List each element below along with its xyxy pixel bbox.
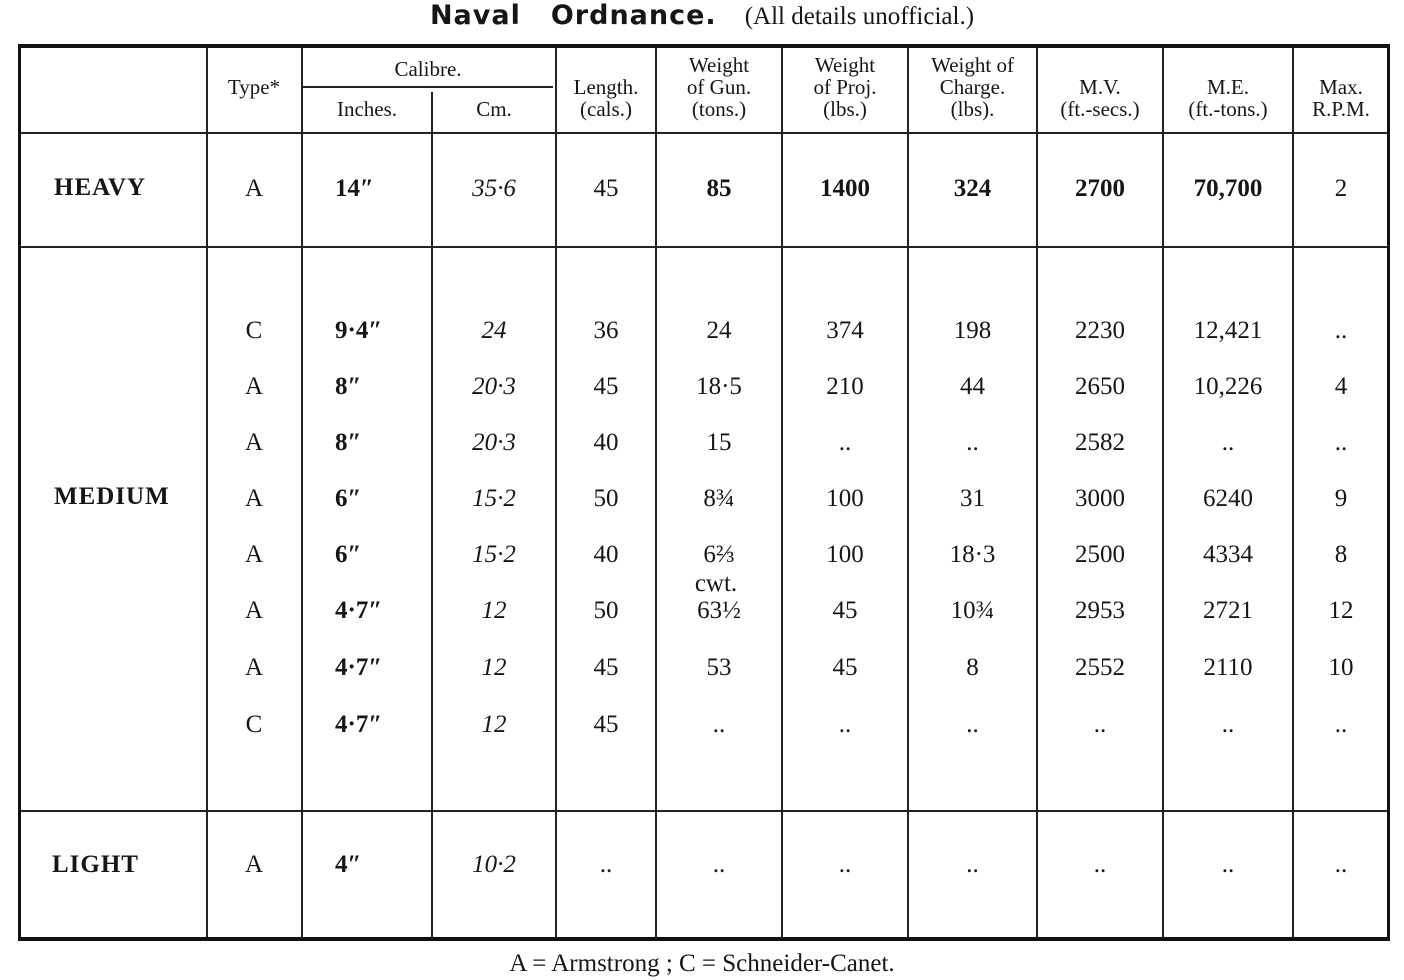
cell-charge: 324 [953,175,992,202]
cell-cm: 10·2 [472,851,516,878]
cell-cm: 12 [481,654,507,681]
cell-me: 2721 [1203,597,1253,624]
cell-mv: 3000 [1075,485,1125,512]
cell-charge: .. [966,429,979,456]
cell-type: A [244,373,264,400]
header-type: Type* [227,75,281,99]
cell-gun: 6⅔ [703,541,735,568]
cell-length: 50 [593,485,619,512]
section-rule-medium [21,810,1387,812]
column-rule [301,48,303,937]
header-weight-charge: Weight of Charge. (lbs). [931,53,1014,121]
header-length: Length. (cals.) [573,75,639,121]
header-cm: Cm. [476,97,512,121]
cell-gun: 15 [706,429,732,456]
cell-rpm: 10 [1328,654,1354,681]
cell-rpm: .. [1334,851,1348,878]
cell-charge: .. [966,851,979,878]
category-light: LIGHT [52,851,139,878]
cell-rpm: 2 [1334,175,1348,202]
header-rule [21,132,1387,134]
cell-inches: 14″ [335,175,374,202]
cell-me: .. [1221,429,1235,456]
cell-gun: .. [712,851,726,878]
cell-mv: 2500 [1075,541,1125,568]
cell-charge: 18·3 [949,541,996,568]
cell-cm: 15·2 [472,541,516,568]
cell-proj: 45 [832,597,858,624]
cell-mv: .. [1093,711,1107,738]
header-inches: Inches. [336,97,398,121]
header-me: M.E. (ft.-tons.) [1188,75,1268,121]
cell-mv: 2230 [1075,317,1125,344]
title-word-ordnance: Ordnance. [550,0,717,31]
category-medium: MEDIUM [54,483,170,510]
cell-charge: 10¾ [950,597,995,624]
cell-length: .. [599,851,613,878]
cell-length: 36 [593,317,619,344]
cell-proj: 210 [826,373,864,400]
cell-type: C [245,317,263,344]
cell-cm: 20·3 [472,429,516,456]
cell-me: 4334 [1203,541,1253,568]
cell-type: A [244,851,264,878]
cell-inches: 4·7″ [335,711,383,738]
title-note: (All details unofficial.) [744,3,975,30]
cell-length: 50 [593,597,619,624]
cell-gun: 53 [706,654,732,681]
cell-inches: 4″ [335,851,362,878]
cell-length: 45 [593,711,619,738]
cell-proj: 374 [826,317,864,344]
cell-inches: 8″ [335,429,362,456]
header-calibre: Calibre. [394,57,462,81]
cell-cm: 20·3 [472,373,516,400]
cell-gun: 63½ [697,597,741,624]
section-rule-heavy [21,246,1387,248]
cell-proj: 45 [832,654,858,681]
cell-cm: 12 [481,597,507,624]
footer-legend: A = Armstrong ; C = Schneider-Canet. [509,950,895,977]
calibre-underline [303,86,553,88]
cell-length: 45 [593,654,619,681]
cell-inches: 8″ [335,373,362,400]
cell-inches: 4·7″ [335,597,383,624]
cell-charge: .. [966,711,979,738]
cell-rpm: .. [1334,317,1348,344]
cell-charge: 198 [953,317,992,344]
cell-mv: 2953 [1075,597,1125,624]
cell-proj: 1400 [820,175,870,202]
cell-length: 40 [593,429,619,456]
cell-length: 45 [593,373,619,400]
cell-me: 2110 [1203,654,1253,681]
cell-gun-unit: cwt. [694,570,738,597]
cell-gun: 8¾ [703,485,735,512]
cell-type: A [244,429,264,456]
cell-proj: .. [838,711,852,738]
cell-type: A [244,541,264,568]
cell-type: A [244,597,264,624]
cell-proj: 100 [826,485,864,512]
cell-inches: 4·7″ [335,654,383,681]
cell-cm: 15·2 [472,485,516,512]
cell-rpm: 4 [1334,373,1348,400]
cell-type: C [245,711,263,738]
cell-mv: .. [1093,851,1107,878]
cell-rpm: 12 [1328,597,1354,624]
header-mv: M.V. (ft.-secs.) [1060,75,1140,121]
cell-proj: 100 [826,541,864,568]
cell-inches: 6″ [335,485,362,512]
title-word-naval: Naval [429,0,521,31]
cell-rpm: .. [1334,429,1348,456]
cell-gun: 24 [706,317,732,344]
cell-me: 6240 [1203,485,1253,512]
cell-me: 12,421 [1193,317,1263,344]
header-weight-proj: Weight of Proj. (lbs.) [813,53,877,121]
cell-type: A [244,654,264,681]
cell-inches: 9·4″ [335,317,383,344]
cell-proj: .. [838,429,852,456]
cell-me: .. [1221,851,1235,878]
cell-gun: .. [712,711,726,738]
cell-gun: 85 [706,175,732,202]
cell-mv: 2552 [1075,654,1125,681]
cell-length: 45 [593,175,619,202]
cell-cm: 24 [481,317,507,344]
cell-charge: 44 [960,373,985,400]
cell-me: 10,226 [1193,373,1263,400]
cell-me: .. [1221,711,1235,738]
cell-rpm: 8 [1334,541,1348,568]
cell-mv: 2700 [1075,175,1125,202]
cell-type: A [244,485,264,512]
cell-charge: 31 [960,485,985,512]
cell-inches: 6″ [335,541,362,568]
cell-gun: 18·5 [696,373,742,400]
cell-proj: .. [838,851,852,878]
cell-mv: 2650 [1075,373,1125,400]
page-title [0,0,1404,30]
category-heavy: HEAVY [54,174,147,201]
cell-length: 40 [593,541,619,568]
header-weight-gun: Weight of Gun. (tons.) [686,53,752,121]
cell-mv: 2582 [1075,429,1125,456]
cell-charge: 8 [966,654,979,681]
cell-type: A [244,175,264,202]
cell-cm: 12 [481,711,507,738]
cell-cm: 35·6 [472,175,516,202]
header-rpm: Max. R.P.M. [1312,75,1370,121]
cell-rpm: 9 [1334,485,1348,512]
cell-me: 70,700 [1193,175,1263,202]
cell-rpm: .. [1334,711,1348,738]
